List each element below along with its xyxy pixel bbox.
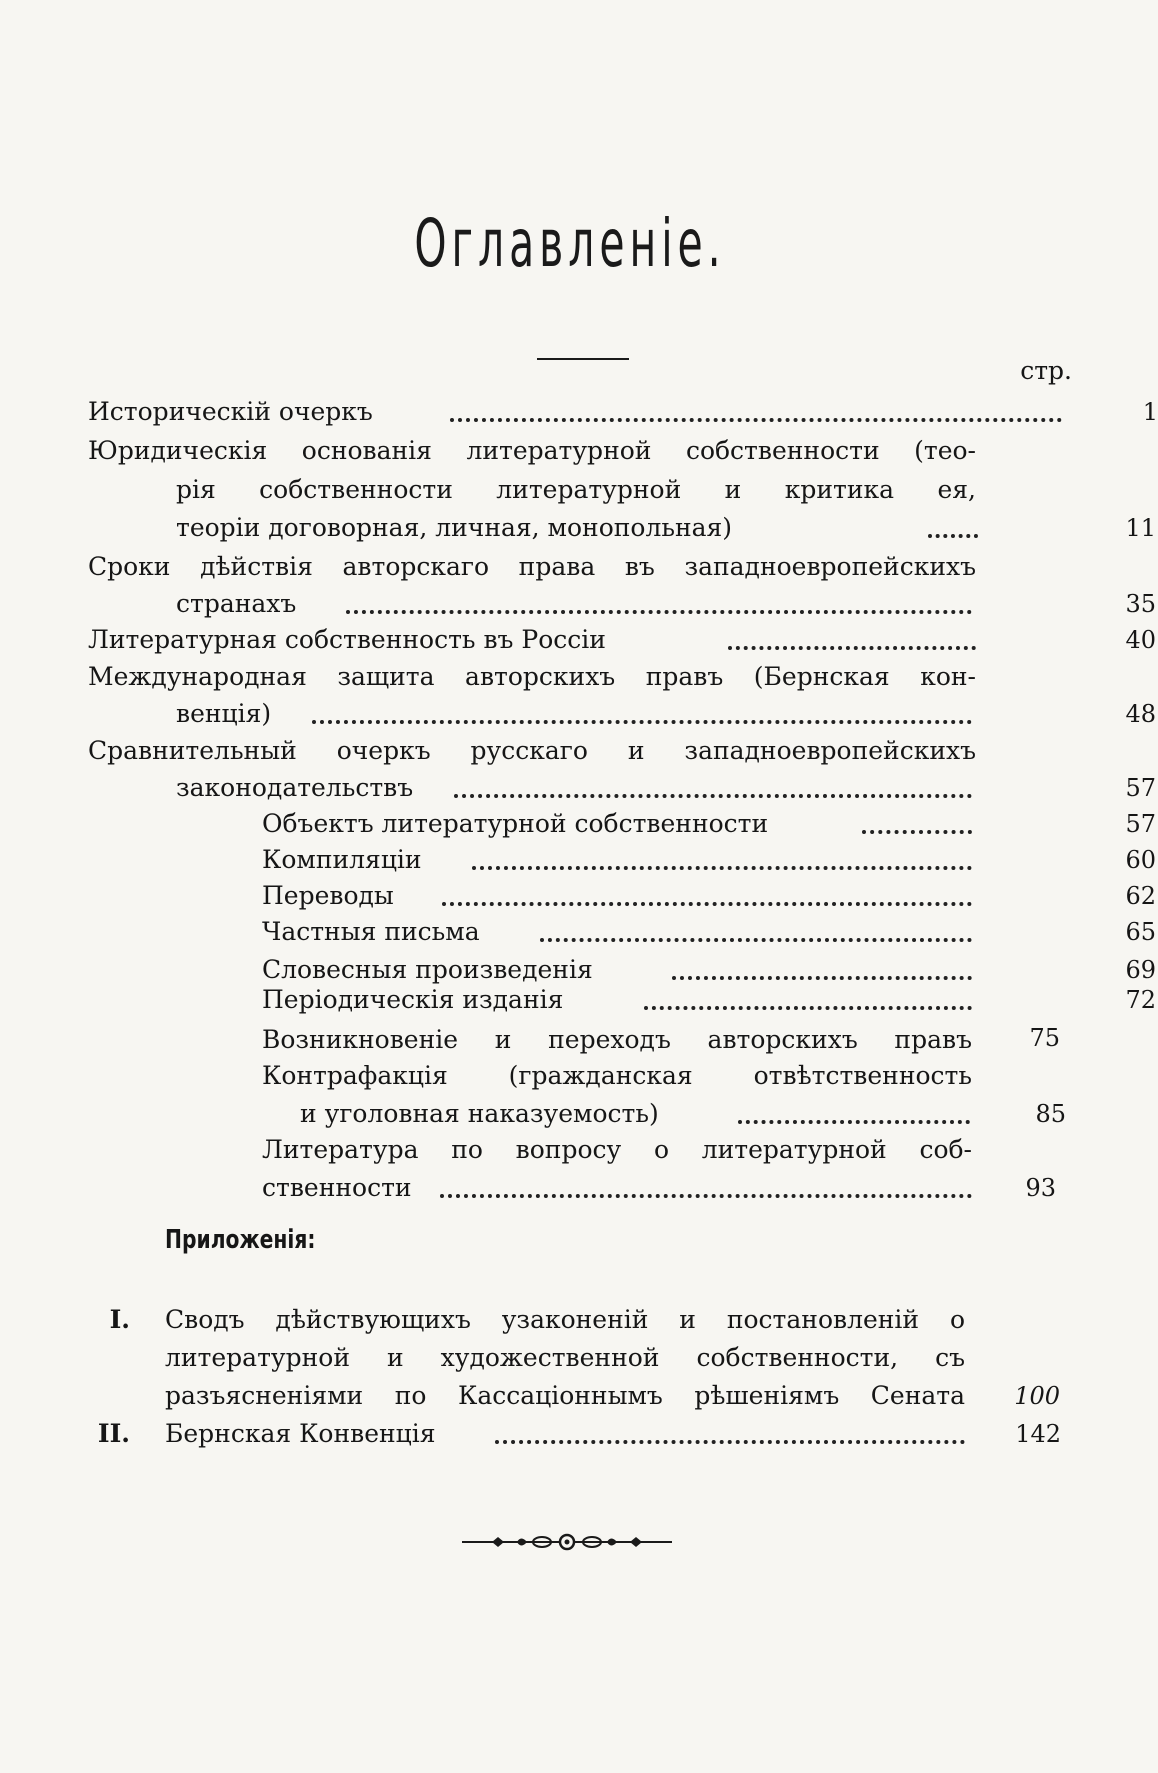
toc-entry-text: Словесныя произведенія [262,955,593,984]
toc-entry-text: рія собственности литературной и критика ея, [176,475,976,504]
toc-page-number: 72 [1125,986,1156,1014]
appendix-page-number: 142 [1015,1420,1061,1448]
appendix-entry [165,1302,965,1338]
toc-entry-text: и уголовная наказуемость) [300,1099,659,1128]
leader-dots [540,902,972,942]
appendix-numeral: II. [97,1419,130,1448]
leader-dots [738,1084,970,1124]
toc-page-number: 69 [1125,956,1156,984]
toc-page-number: 35 [1125,590,1156,618]
appendices-heading: Приложенія: [165,1225,316,1255]
toc-subentry [262,982,1156,1018]
toc-subentry [262,1022,972,1058]
toc-entry-continued [176,472,976,508]
toc-entry-text: Литературная собственность въ Россіи [88,625,606,654]
appendix-entry-continued [165,1378,965,1414]
toc-entry-text: Международная защита авторскихъ правъ (Бернская кон- [88,662,976,691]
ornament-divider [462,1530,672,1554]
toc-page-number: 40 [1125,626,1156,654]
toc-entry-text: венція) [176,699,272,728]
toc-entry-text: Сравнительный очеркъ русскаго и западноевропейскихъ [88,736,976,765]
appendix-numeral: I. [109,1305,130,1334]
title-rule [537,358,629,360]
leader-dots [644,970,972,1010]
toc-page-number: 93 [1025,1174,1056,1202]
toc-page-number: 1 [1142,398,1158,426]
leader-dots [442,866,972,906]
toc-page-number: 60 [1125,846,1156,874]
toc-entry-text: Объектъ литературной собственности [262,809,769,838]
toc-entry [88,622,1156,658]
appendix-entry [165,1416,1065,1452]
toc-entry-text: Компиляціи [262,845,422,874]
toc-entry-text: Литература по вопросу о литературной соб- [262,1135,972,1164]
toc-page-number: 57 [1125,774,1156,802]
toc-entry-text: ственности [262,1173,412,1202]
appendix-text: Сводъ дѣйствующихъ узаконеній и постановленій о [165,1305,965,1334]
toc-entry [88,549,976,585]
appendix-text: Бернская Конвенція [165,1419,436,1448]
toc-page-number: 48 [1125,700,1156,728]
toc-entry-continued [176,696,1156,732]
leader-dots [728,610,976,650]
toc-entry-text: Контрафакція (гражданская отвѣтственность [262,1061,972,1090]
toc-entry [88,659,976,695]
toc-subentry [262,1132,972,1168]
page-title: Оглавленіе. [414,205,726,282]
toc-page-number: 85 [1035,1100,1066,1128]
toc-entry-text: Возникновеніе и переходъ авторскихъ правъ [262,1025,972,1054]
toc-page-number: 65 [1125,918,1156,946]
toc-entry-text: Сроки дѣйствія авторскаго права въ западноевропейскихъ [88,552,976,581]
toc-entry-continued [176,510,1156,546]
toc-entry-text: законодательствъ [176,773,414,802]
appendix-text: литературной и художественной собственности, съ [165,1343,965,1372]
leader-dots [928,498,978,538]
toc-page-number: 11 [1125,514,1156,542]
toc-entry [88,394,1158,430]
toc-entry [88,433,976,469]
toc-entry [88,733,976,769]
toc-entry-text: теоріи договорная, личная, монопольная) [176,513,733,542]
toc-entry-text: Періодическія изданія [262,985,564,1014]
appendix-page-number: 100 [1014,1382,1060,1410]
toc-page-number: 57 [1125,810,1156,838]
page-column-header: стр. [1020,356,1072,385]
toc-entry-text: Историческій очеркъ [88,397,373,426]
toc-page-number: 75 [1029,1024,1060,1052]
leader-dots [495,1404,965,1444]
toc-entry-text: Переводы [262,881,394,910]
appendix-text: разъясненіями по Кассаціоннымъ рѣшеніямъ Сената [165,1381,965,1410]
toc-subentry-continued [300,1096,1086,1132]
toc-page-number: 62 [1125,882,1156,910]
leader-dots [450,382,1062,422]
appendix-entry-continued [165,1340,965,1376]
toc-entry-text: странахъ [176,589,297,618]
toc-entry-text: Частныя письма [262,917,480,946]
leader-dots [862,794,972,834]
toc-subentry-continued [262,1170,1086,1206]
leader-dots [440,1158,972,1198]
toc-entry-text: Юридическія основанія литературной собственности (тео- [88,436,976,465]
toc-subentry [262,1058,972,1094]
